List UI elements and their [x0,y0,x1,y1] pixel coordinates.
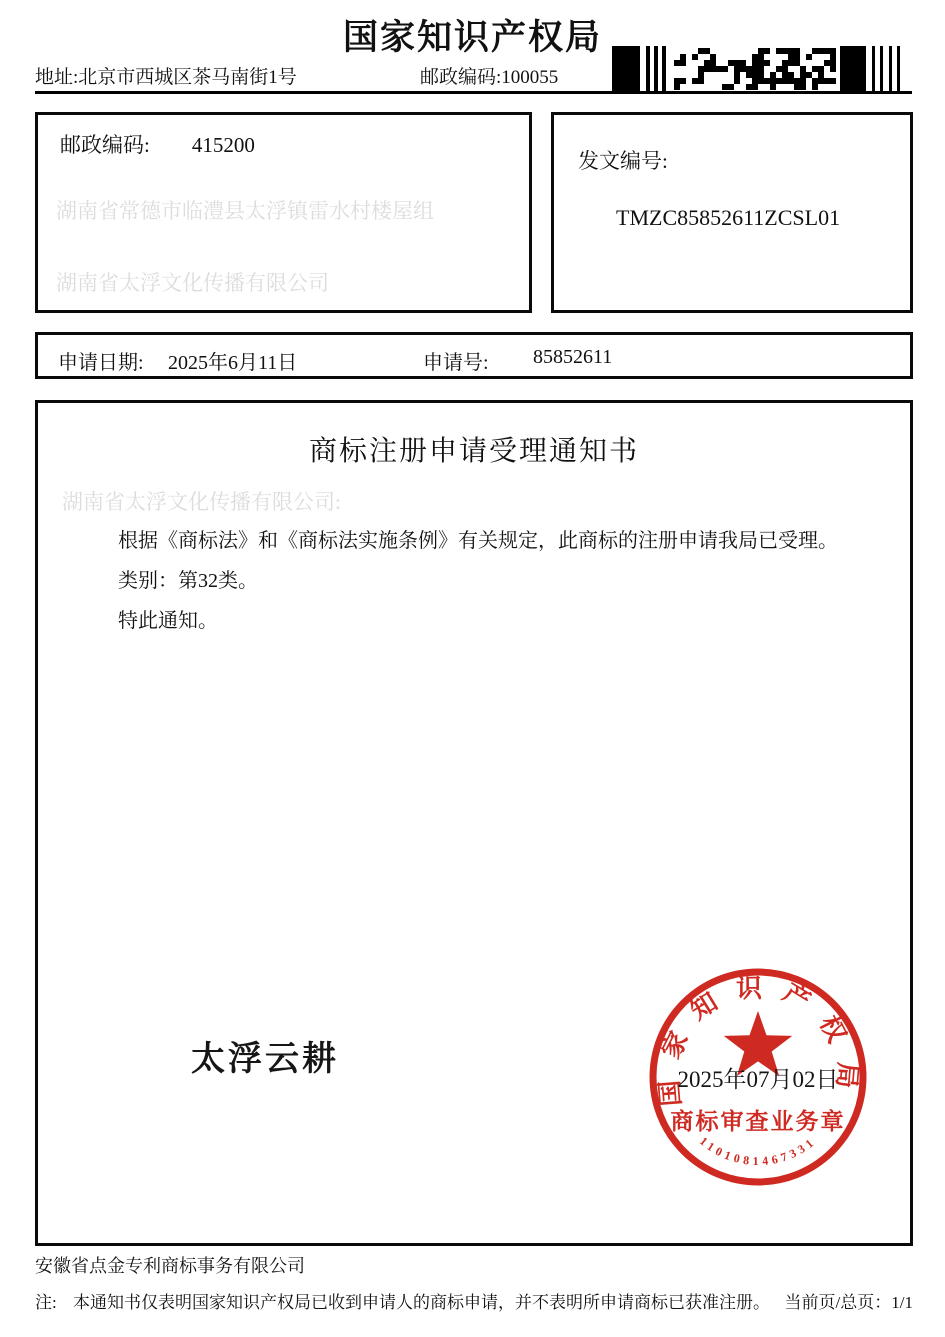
recipient-company-faint: 湖南省太浮文化传播有限公司 [56,271,329,295]
application-info-inner [38,335,910,376]
header-divider [35,91,912,94]
barcode-icon [612,46,912,92]
document-number-box [551,112,913,313]
application-date-value: 2025年6月11日 [168,352,298,374]
issuer-title: 国家知识产权局 [342,18,602,57]
notice-body-line-1: 根据《商标法》和《商标法实施条例》有关规定，此商标的注册申请我局已受理。 [118,530,838,552]
issuer-address: 地址:北京市西城区茶马南街1号 [35,67,297,88]
notice-addressee-faint: 湖南省太浮文化传播有限公司: [62,490,341,514]
note-text: 本通知书仅表明国家知识产权局已收到申请人的商标申请，并不表明所申请商标已获准注册。 [73,1293,770,1312]
svg-text:1101081467331 [697,1134,819,1168]
notice-body [118,521,898,641]
recipient-postal-value: 415200 [191,133,255,157]
application-number-value: 85852611 [533,346,613,368]
notice-title: 商标注册申请受理通知书 [308,436,639,467]
application-info-bar [35,332,913,379]
seal-office-text: 商标审查业务章 [670,1109,846,1134]
note-label: 注: [35,1293,57,1312]
notice-body-line-3: 特此通知。 [118,610,218,632]
trademark-image: 太浮云耕 [191,1039,339,1079]
recipient-box [35,112,532,313]
document-number-value: TMZC85852611ZCSL01 [616,205,841,230]
notice-body-line-2: 类别：第32类。 [118,570,258,592]
page-indicator [785,1288,913,1313]
agent-name: 安徽省点金专利商标事务有限公司 [35,1256,305,1276]
application-date-label: 申请日期: [58,352,144,374]
issuer-postal-code: 邮政编码:100055 [420,67,559,88]
seal-date: 2025年07月02日 [677,1067,839,1092]
recipient-postal-label: 邮政编码: [60,133,150,157]
seal-arc-text: 国家知识产权局 [653,974,863,1108]
document-number-label: 发文编号: [578,149,668,173]
page-indicator-label: 当前页/总页： [784,1293,892,1312]
official-seal-graphic [643,962,873,1192]
seal-serial-number: 1101081467331 [696,1133,820,1169]
page-indicator-value: 1/1 [891,1293,913,1312]
application-number-label: 申请号: [423,352,489,374]
recipient-postal-line [60,129,255,159]
recipient-address-faint: 湖南省常德市临澧县太浮镇雷水村楼屋组 [56,199,434,223]
official-seal [643,962,873,1192]
